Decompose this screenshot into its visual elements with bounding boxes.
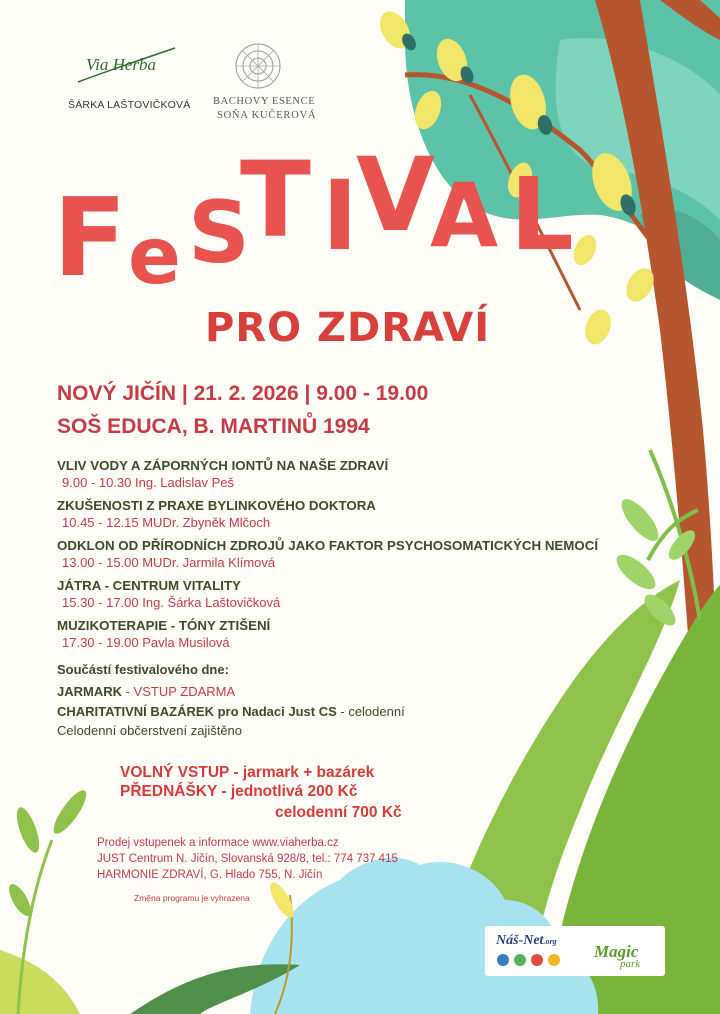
bach-logo-line1: BACHOVY ESENCE bbox=[213, 96, 316, 107]
yellow-leaf bbox=[266, 879, 298, 921]
nasnet-logo bbox=[496, 933, 557, 949]
event-venue: SOŠ EDUCA, B. MARTINŮ 1994 bbox=[57, 415, 370, 438]
title-letter: I bbox=[322, 160, 358, 272]
program-detail: 15.30 - 17.00 Ing. Šárka Laštovičková bbox=[62, 595, 281, 610]
entry-lecture-day: celodenní 700 Kč bbox=[275, 804, 402, 821]
program-title: ODKLON OD PŘÍRODNÍCH ZDROJŮ JAKO FAKTOR PSYCHOSOMATICKÝCH NEMOCÍ bbox=[57, 538, 599, 553]
event-date-time: NOVÝ JIČÍN | 21. 2. 2026 | 9.00 - 19.00 bbox=[57, 382, 429, 405]
program-title: JÁTRA - CENTRUM VITALITY bbox=[57, 578, 241, 593]
nasnet-name: Náš-Net bbox=[496, 933, 544, 948]
mandala-icon bbox=[232, 40, 284, 92]
bach-logo-line2: SOŇA KUČEROVÁ bbox=[217, 110, 317, 121]
title-letter: L bbox=[510, 156, 574, 273]
title-letter: F bbox=[53, 176, 127, 301]
magic-park-logo: Magic bbox=[594, 942, 639, 961]
program-title: MUZIKOTERAPIE - TÓNY ZTIŠENÍ bbox=[57, 618, 271, 633]
jarmark-line bbox=[57, 684, 235, 699]
program-title: ZKUŠENOSTI Z PRAXE BYLINKOVÉHO DOKTORA bbox=[57, 498, 376, 513]
title-letter: T bbox=[240, 139, 311, 261]
contact-tickets: Prodej vstupenek a informace www.viaherba.cz bbox=[97, 837, 339, 849]
nasnet-service-icons bbox=[496, 952, 578, 968]
entry-lecture-single: PŘEDNÁŠKY - jednotlivá 200 Kč bbox=[120, 783, 358, 800]
extras-heading: Součástí festivalového dne: bbox=[57, 662, 229, 677]
program-detail: 10.45 - 12.15 MUDr. Zbyněk Mlčoch bbox=[62, 515, 271, 530]
viaherba-logo-person: ŠÁRKA LAŠTOVIČKOVÁ bbox=[68, 99, 191, 111]
bottom-left-leaf bbox=[0, 950, 80, 1014]
catering-note: Celodenní občerstvení zajištěno bbox=[57, 723, 243, 738]
title-letter: e bbox=[128, 212, 181, 302]
charity-label: CHARITATIVNÍ BAZÁREK bbox=[57, 704, 214, 719]
entry-free: VOLNÝ VSTUP - jarmark + bazárek bbox=[120, 764, 375, 781]
charity-line bbox=[57, 704, 405, 719]
contact-harmonie: HARMONIE ZDRAVÍ, G. Hlado 755, N. Jičín bbox=[97, 869, 323, 881]
program-change-note: Změna programu je vyhrazena bbox=[134, 893, 250, 903]
contact-just-centrum: JUST Centrum N. Jičín, Slovanská 928/8, tel.: 774 737 415 bbox=[97, 853, 398, 865]
nasnet-suffix: .org bbox=[543, 937, 557, 946]
charity-note: pro Nadaci Just CS bbox=[213, 704, 337, 719]
title-letter: V bbox=[356, 136, 435, 255]
program-detail: 13.00 - 15.00 MUDr. Jarmila Klímová bbox=[62, 555, 276, 570]
jarmark-label: JARMARK bbox=[57, 684, 122, 699]
program-title: VLIV VODY A ZÁPORNÝCH IONTŮ NA NAŠE ZDRAVÍ bbox=[57, 458, 389, 473]
jarmark-note: - VSTUP ZDARMA bbox=[122, 684, 236, 699]
program-detail: 9.00 - 10.30 Ing. Ladislav Peš bbox=[62, 475, 235, 490]
title-subtitle: PRO ZDRAVÍ bbox=[205, 305, 491, 351]
title-letter: S bbox=[188, 183, 250, 283]
viaherba-logo-name: Via Herba bbox=[86, 55, 157, 74]
title-letter: A bbox=[430, 164, 499, 267]
magic-park-sub: park bbox=[620, 958, 641, 970]
program-detail: 17.30 - 19.00 Pavla Musilová bbox=[62, 635, 230, 650]
charity-tail: - celodenní bbox=[336, 704, 405, 719]
